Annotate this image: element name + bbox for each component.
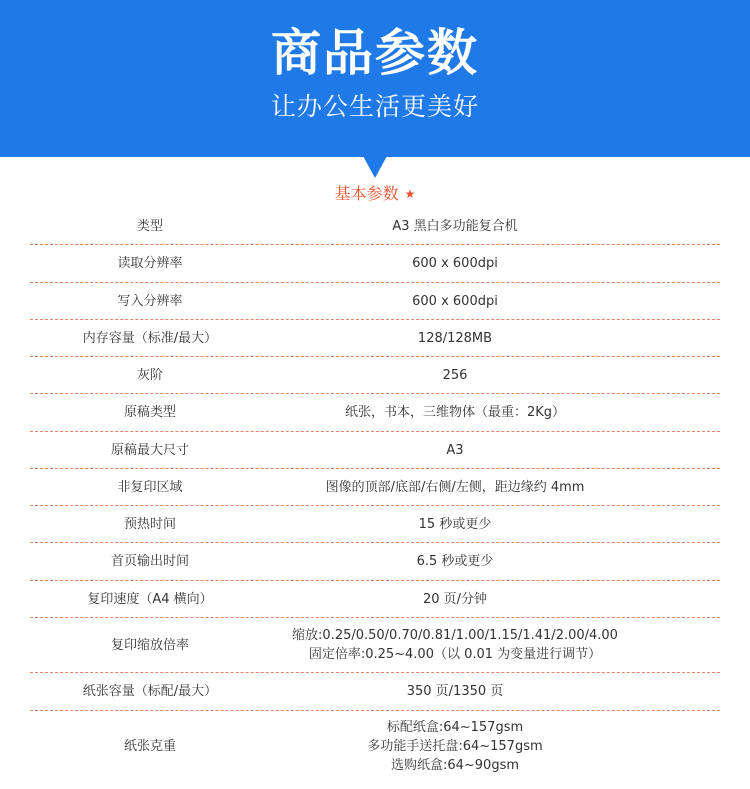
spec-row bbox=[30, 543, 720, 581]
spec-row bbox=[30, 711, 720, 781]
spec-value-line: 128/128MB bbox=[417, 330, 493, 346]
spec-label: 复印缩放倍率 bbox=[110, 637, 189, 653]
spec-label: 内存容量（标准/最大） bbox=[82, 330, 218, 346]
spec-value-line: A3 bbox=[446, 442, 464, 458]
page-title: 商品参数 bbox=[271, 24, 479, 82]
spec-label: 预热时间 bbox=[123, 516, 176, 532]
star-icon: ★ bbox=[404, 187, 416, 201]
spec-value bbox=[270, 217, 720, 236]
spec-value-line: 多功能手送托盘:64~157gsm bbox=[367, 738, 543, 754]
spec-label: 灰阶 bbox=[136, 367, 163, 383]
spec-label: 写入分辨率 bbox=[117, 293, 183, 309]
banner-pointer-arrow bbox=[363, 156, 387, 178]
spec-row bbox=[30, 283, 720, 320]
spec-value-line: 缩放:0.25/0.50/0.70/0.81/1.00/1.15/1.41/2.00/4.00 bbox=[292, 628, 618, 643]
spec-value bbox=[270, 366, 720, 385]
spec-value bbox=[270, 552, 720, 571]
spec-value-line: 15 秒或更少 bbox=[418, 516, 492, 532]
spec-label: 原稿最大尺寸 bbox=[110, 442, 189, 458]
spec-row bbox=[30, 245, 720, 283]
spec-value-line: 纸张，书本，三维物体（最重：2Kg） bbox=[344, 405, 566, 420]
spec-value-line: 350 页/1350 页 bbox=[406, 684, 504, 699]
spec-row bbox=[30, 320, 720, 357]
spec-label: 复印速度（A4 横向） bbox=[87, 591, 213, 607]
spec-value-line: 图像的顶部/底部/右侧/左侧，距边缘约 4mm bbox=[325, 479, 585, 495]
spec-value bbox=[270, 515, 720, 534]
section-title bbox=[0, 182, 750, 206]
spec-value bbox=[270, 626, 720, 664]
spec-label: 首页输出时间 bbox=[110, 554, 189, 569]
section-title-text: 基本参数 bbox=[334, 184, 399, 203]
spec-row bbox=[30, 208, 720, 245]
spec-row bbox=[30, 506, 720, 543]
spec-label: 原稿类型 bbox=[123, 405, 176, 420]
spec-row bbox=[30, 618, 720, 673]
spec-value bbox=[270, 682, 720, 701]
spec-value bbox=[270, 718, 720, 775]
spec-label: 非复印区域 bbox=[117, 479, 183, 495]
spec-label: 纸张克重 bbox=[123, 738, 176, 754]
spec-value-line: 6.5 秒或更少 bbox=[416, 554, 494, 569]
spec-value bbox=[270, 329, 720, 348]
spec-table bbox=[30, 208, 720, 781]
spec-row bbox=[30, 581, 720, 618]
spec-row bbox=[30, 469, 720, 506]
header-banner bbox=[0, 0, 750, 157]
spec-value-line: 600 x 600dpi bbox=[412, 256, 498, 271]
page-subtitle: 让办公生活更美好 bbox=[270, 92, 479, 121]
spec-row bbox=[30, 357, 720, 394]
spec-value bbox=[270, 403, 720, 422]
spec-value bbox=[270, 590, 720, 609]
spec-value-line: 600 x 600dpi bbox=[412, 293, 498, 309]
spec-value-line: 固定倍率:0.25~4.00（以 0.01 为变量进行调节） bbox=[308, 647, 602, 662]
spec-row bbox=[30, 432, 720, 469]
spec-row bbox=[30, 394, 720, 432]
spec-label: 读取分辨率 bbox=[117, 256, 183, 271]
spec-value-line: 256 bbox=[442, 367, 468, 383]
spec-row bbox=[30, 673, 720, 711]
spec-value bbox=[270, 441, 720, 460]
spec-value-line: A3 黑白多功能复合机 bbox=[392, 218, 518, 234]
spec-label: 类型 bbox=[136, 218, 163, 234]
spec-value bbox=[270, 254, 720, 273]
spec-value-line: 选购纸盒:64~90gsm bbox=[390, 757, 520, 773]
spec-value bbox=[270, 292, 720, 311]
spec-label: 纸张容量（标配/最大） bbox=[82, 684, 218, 699]
spec-value-line: 20 页/分钟 bbox=[422, 591, 488, 607]
spec-value bbox=[270, 478, 720, 497]
spec-value-line: 标配纸盒:64~157gsm bbox=[386, 719, 524, 735]
